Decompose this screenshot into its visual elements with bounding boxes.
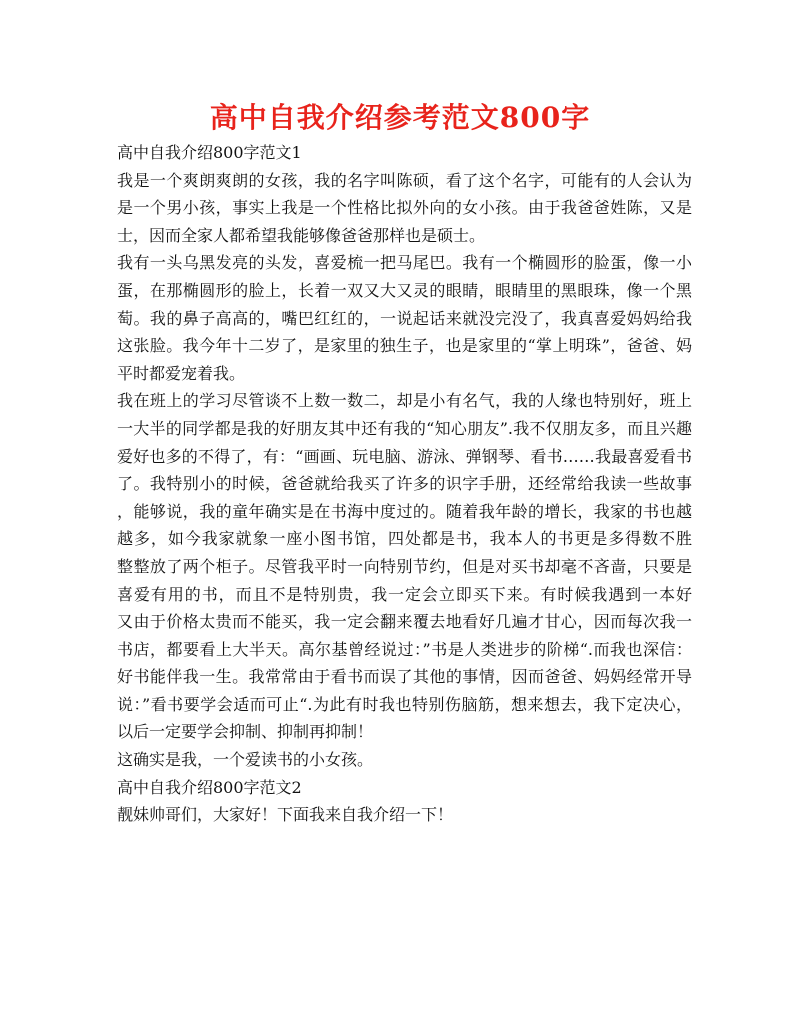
text-line: 了。我特别小的时候，爸爸就给我买了许多的识字手册，还经常给我读一些故事 [117, 474, 692, 494]
text-line: 喜爱有用的书，而且不是特别贵，我一定会立即买下来。有时候我遇到一本好 [117, 584, 692, 604]
text-line: 我是一个爽朗爽朗的女孩，我的名字叫陈硕，看了这个名字，可能有的人会认为 [117, 170, 692, 190]
text-line: 我有一头乌黑发亮的头发，喜爱梳一把马尾巴。我有一个椭圆形的脸蛋，像一小 [117, 253, 692, 273]
text-line: 好书能伴我一生。我常常由于看书而误了其他的事情，因而爸爸、妈妈经常开导 [117, 667, 692, 687]
text-line: 这确实是我，一个爱读书的小女孩。 [117, 750, 374, 770]
text-line: 士，因而全家人都希望我能够像爸爸那样也是硕士。 [117, 225, 486, 245]
document-body [117, 139, 692, 829]
text-line: 高中自我介绍800字范文2 [117, 777, 302, 797]
text-line: 蛋，在那椭圆形的脸上，长着一双又大又灵的眼睛，眼睛里的黑眼珠，像一个黑 [117, 280, 692, 300]
text-line: 我在班上的学习尽管谈不上数一数二，却是小有名气，我的人缘也特别好，班上 [117, 391, 692, 411]
text-line: ，能够说，我的童年确实是在书海中度过的。随着我年龄的增长，我家的书也越 [117, 501, 692, 521]
text-line: 书店，都要看上大半天。高尔基曾经说过：”书是人类进步的阶梯“.而我也深信： [117, 639, 692, 659]
text-line: 靓妹帅哥们，大家好！下面我来自我介绍一下！ [117, 805, 454, 825]
text-line: 爱好也多的不得了，有：“画画、玩电脑、游泳、弹钢琴、看书……我最喜爱看书 [117, 446, 692, 466]
text-line: 平时都爱宠着我。 [117, 363, 246, 383]
text-line: 是一个男小孩，事实上我是一个性格比拟外向的女小孩。由于我爸爸姓陈，又是 [117, 198, 692, 218]
document-title: 高中自我介绍参考范文800字 [209, 101, 591, 134]
text-line: 越多，如今我家就象一座小图书馆，四处都是书，我本人的书更是多得数不胜 [117, 529, 692, 549]
text-line: 以后一定要学会抑制、抑制再抑制！ [117, 722, 374, 742]
text-line: 一大半的同学都是我的好朋友其中还有我的“知心朋友”.我不仅朋友多，而且兴趣 [117, 418, 692, 438]
text-line: 萄。我的鼻子高高的，嘴巴红红的，一说起话来就没完没了，我真喜爱妈妈给我 [117, 308, 692, 328]
text-line: 高中自我介绍800字范文1 [117, 143, 302, 162]
text-line: 这张脸。我今年十二岁了，是家里的独生子，也是家里的“掌上明珠”，爸爸、妈 [117, 336, 692, 356]
text-line: 又由于价格太贵而不能买，我一定会翻来覆去地看好几遍才甘心，因而每次我一 [117, 612, 692, 632]
text-line: 说：”看书要学会适而可止“.为此有时我也特别伤脑筋，想来想去，我下定决心， [117, 694, 692, 714]
text-line: 整整放了两个柜子。尽管我平时一向特别节约，但是对买书却毫不吝啬，只要是 [117, 556, 692, 576]
